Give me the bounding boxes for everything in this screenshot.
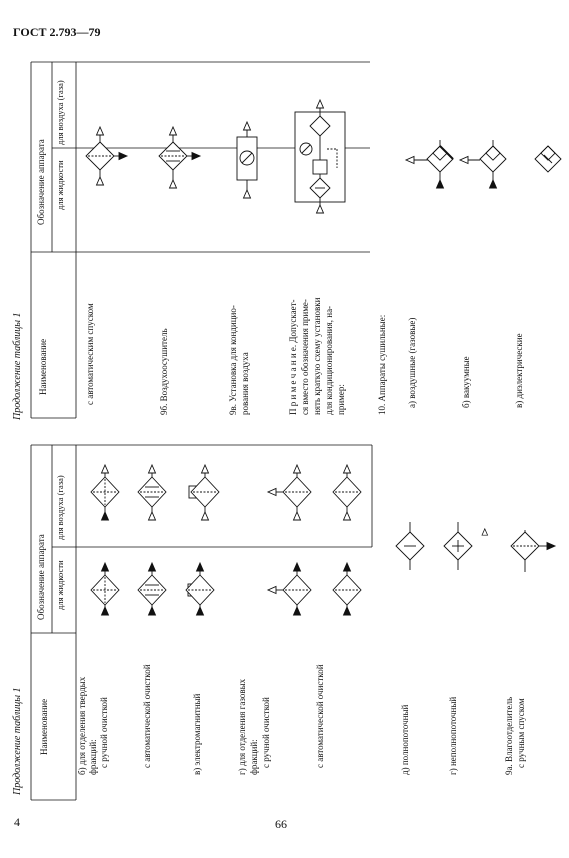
- symbol-left-moisture-separator: [482, 529, 555, 572]
- right-col-air-header: для воздуха (газа): [55, 80, 65, 145]
- symbol-left-air-2: [138, 465, 166, 520]
- right-note-line3: нять краткую схему установки: [312, 297, 322, 415]
- left-row-2-line1: с автоматической очисткой: [142, 664, 152, 768]
- right-row-2-line1: 9б. Воздухоосушитель: [159, 328, 169, 415]
- standard-header: ГОСТ 2.793—79: [13, 25, 101, 39]
- left-row-4-line3: с ручной очисткой: [261, 697, 271, 768]
- page-number-left: 4: [14, 815, 20, 829]
- right-row-6-line1: а) воздушные (газовые): [407, 317, 417, 408]
- symbol-left-liquid-5: [333, 563, 361, 615]
- right-row-7-line1: б) вакуумные: [461, 356, 471, 408]
- right-note-line4: для кондиционирования, на-: [324, 305, 334, 415]
- left-row-8-line1: 9а. Влагоотделитель: [504, 696, 514, 775]
- left-row-4-line2: фракций:: [249, 739, 259, 775]
- symbol-right-air-dryer: [159, 127, 200, 188]
- left-table-caption: Продолжение таблицы 1: [12, 687, 23, 795]
- right-row-3-line2: рования воздуха: [240, 352, 250, 415]
- filter-symbols: [86, 100, 561, 615]
- symbol-left-liquid-2: [138, 563, 166, 615]
- left-row-1-line1: б) для отделения твердых: [77, 676, 87, 775]
- right-col-liquid-header: для жидкости: [55, 160, 65, 210]
- left-col-name-header: Наименование: [39, 698, 49, 755]
- left-col-designation-header: Обозначение аппарата: [36, 534, 46, 620]
- left-row-8-line2: с ручным спуском: [516, 698, 526, 768]
- left-row-4-line1: г) для отделения газовых: [237, 678, 247, 775]
- symbol-left-partial-flow: [444, 522, 472, 570]
- symbol-left-full-flow: [396, 522, 424, 570]
- right-row-3-line1: 9в. Установка для кондицио-: [228, 305, 238, 415]
- right-row-1-line1: с автоматическим спуском: [85, 303, 95, 405]
- symbol-left-air-4: [268, 465, 311, 520]
- symbol-right-conditioning-scheme: [295, 100, 345, 213]
- symbol-left-liquid-3: [186, 563, 214, 615]
- symbol-left-liquid-4: [268, 563, 311, 615]
- symbol-right-conditioning-unit: [237, 122, 257, 198]
- left-row-7-line1: г) неполнопоточный: [448, 696, 458, 775]
- symbol-left-liquid-1: [91, 563, 119, 615]
- page-number-center: 66: [275, 817, 287, 831]
- symbol-right-dryer-dielectric: [535, 146, 561, 172]
- symbol-right-auto-drain: [86, 127, 127, 185]
- symbol-right-dryer-vacuum: [460, 140, 506, 188]
- left-row-5-line1: с автоматической очисткой: [315, 664, 325, 768]
- symbol-left-air-5: [333, 465, 361, 520]
- symbol-left-air-3: [189, 465, 219, 520]
- symbol-left-air-1: [91, 465, 119, 520]
- right-col-designation-header: Обозначение аппарата: [36, 139, 46, 225]
- right-note-line2: ся вместо обозначения приме-: [300, 299, 310, 415]
- left-row-6-line1: д) полнопоточный: [400, 704, 410, 775]
- left-col-air-header: для воздуха (газа): [55, 475, 65, 540]
- right-note-line1: П р и м е ч а н и е. Допускает-: [288, 299, 298, 415]
- right-row-5-line1: 10. Аппараты сушильные:: [377, 314, 387, 415]
- left-row-1-line2: фракций:: [88, 739, 98, 775]
- symbol-right-dryer-air: [406, 140, 453, 188]
- left-row-1-line3: с ручной очисткой: [99, 697, 109, 768]
- right-row-8-line1: в) диэлектрические: [514, 333, 524, 408]
- right-col-name-header: Наименование: [38, 338, 48, 395]
- left-col-liquid-header: для жидкости: [55, 560, 65, 610]
- left-row-3-line1: в) электромагнитный: [192, 693, 202, 775]
- right-note-line5: пример:: [336, 384, 346, 415]
- right-table-caption: Продолжение таблицы 1: [12, 312, 23, 420]
